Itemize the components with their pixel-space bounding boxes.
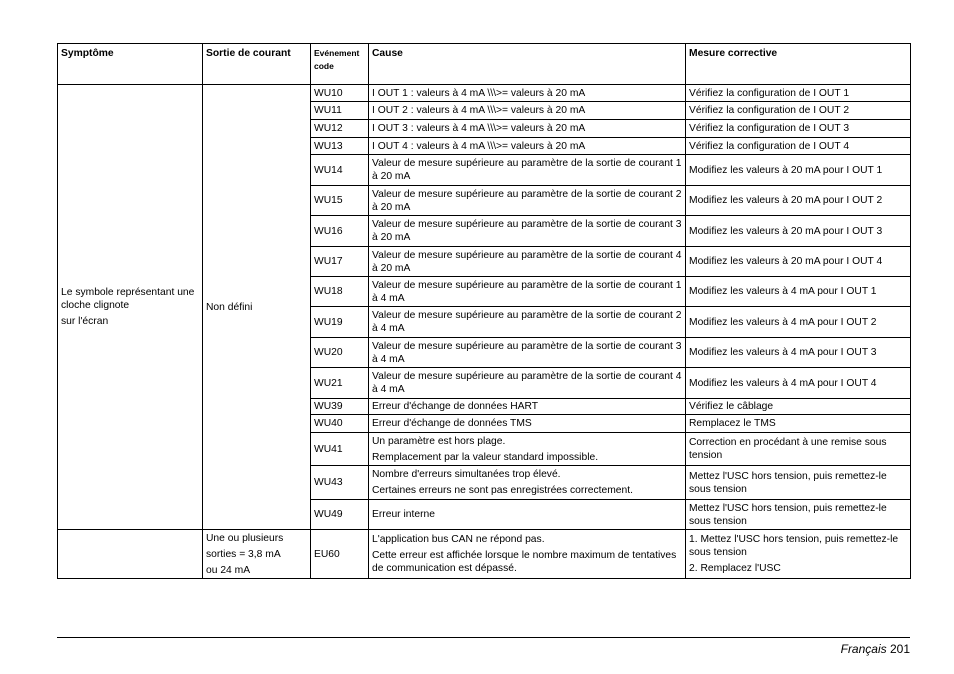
action-cell: Modifiez les valeurs à 20 mA pour I OUT 4 [686, 247, 911, 277]
symptom-cell [58, 85, 203, 530]
action-cell: Correction en procédant à une remise sous tension [686, 433, 911, 466]
action-cell: Vérifiez la configuration de I OUT 1 [686, 85, 911, 102]
code-cell: WU39 [311, 399, 369, 415]
cause-cell: Valeur de mesure supérieure au paramètre de la sortie de courant 1 à 4 mA [369, 277, 686, 307]
cause-line-1: Un paramètre est hors plage. [372, 435, 506, 447]
code-cell: EU60 [311, 530, 369, 579]
output-line-1: Une ou plusieurs [206, 532, 284, 544]
page-footer [841, 642, 910, 656]
cause-line-2: Certaines erreurs ne sont pas enregistrées correctement. [372, 485, 633, 496]
table-row [58, 530, 911, 579]
header-event-line1: Evénement [314, 48, 360, 58]
action-cell [686, 530, 911, 579]
action-cell: Modifiez les valeurs à 20 mA pour I OUT 2 [686, 186, 911, 216]
table-row [58, 85, 911, 102]
code-cell: WU16 [311, 216, 369, 247]
action-cell: Modifiez les valeurs à 4 mA pour I OUT 3 [686, 338, 911, 368]
cause-cell: Valeur de mesure supérieure au paramètre de la sortie de courant 2 à 20 mA [369, 186, 686, 216]
action-line-2: 2. Remplacez l'USC [689, 563, 781, 574]
code-cell: WU21 [311, 368, 369, 399]
cause-cell: I OUT 3 : valeurs à 4 mA \\\>= valeurs à 20 mA [369, 120, 686, 138]
output-line-3: ou 24 mA [206, 564, 251, 576]
code-cell: WU18 [311, 277, 369, 307]
code-cell: WU41 [311, 433, 369, 466]
cause-line-1: L'application bus CAN ne répond pas. [372, 534, 545, 545]
page-number: 201 [889, 642, 910, 656]
action-cell: Vérifiez la configuration de I OUT 4 [686, 138, 911, 155]
code-cell: WU17 [311, 247, 369, 277]
cause-cell [369, 433, 686, 466]
table-header-row [58, 44, 911, 85]
action-cell: Modifiez les valeurs à 20 mA pour I OUT 3 [686, 216, 911, 247]
header-symptom: Symptôme [58, 44, 203, 85]
cause-cell: Valeur de mesure supérieure au paramètre de la sortie de courant 3 à 4 mA [369, 338, 686, 368]
header-output: Sortie de courant [203, 44, 311, 85]
cause-cell: Erreur interne [369, 500, 686, 530]
code-cell: WU10 [311, 85, 369, 102]
action-cell: Mettez l'USC hors tension, puis remettez-le sous tension [686, 466, 911, 500]
cause-cell: Valeur de mesure supérieure au paramètre de la sortie de courant 2 à 4 mA [369, 307, 686, 338]
cause-line-2: Remplacement par la valeur standard impossible. [372, 451, 599, 463]
header-event-code [311, 44, 369, 85]
action-cell: Vérifiez le câblage [686, 399, 911, 415]
action-cell: Modifiez les valeurs à 4 mA pour I OUT 2 [686, 307, 911, 338]
action-cell: Modifiez les valeurs à 4 mA pour I OUT 4 [686, 368, 911, 399]
code-cell: WU19 [311, 307, 369, 338]
cause-line-1: Nombre d'erreurs simultanées trop élevé. [372, 469, 561, 480]
code-cell: WU11 [311, 102, 369, 120]
header-cause: Cause [369, 44, 686, 85]
output-cell: Non défini [203, 85, 311, 530]
action-cell: Modifiez les valeurs à 20 mA pour I OUT 1 [686, 155, 911, 186]
troubleshooting-table [57, 43, 911, 579]
action-cell: Vérifiez la configuration de I OUT 3 [686, 120, 911, 138]
output-cell [203, 530, 311, 579]
cause-cell: I OUT 4 : valeurs à 4 mA \\\>= valeurs à 20 mA [369, 138, 686, 155]
cause-cell [369, 530, 686, 579]
action-cell: Modifiez les valeurs à 4 mA pour I OUT 1 [686, 277, 911, 307]
cause-cell: Valeur de mesure supérieure au paramètre de la sortie de courant 4 à 20 mA [369, 247, 686, 277]
symptom-text-2: sur l'écran [61, 316, 109, 327]
header-event-line2: code [314, 61, 334, 71]
cause-cell: I OUT 2 : valeurs à 4 mA \\\>= valeurs à 20 mA [369, 102, 686, 120]
code-cell: WU13 [311, 138, 369, 155]
cause-cell [369, 466, 686, 500]
code-cell: WU14 [311, 155, 369, 186]
action-cell: Mettez l'USC hors tension, puis remettez-le sous tension [686, 500, 911, 530]
code-cell: WU15 [311, 186, 369, 216]
code-cell: WU49 [311, 500, 369, 530]
code-cell: WU20 [311, 338, 369, 368]
output-line-2: sorties = 3,8 mA [206, 548, 281, 560]
cause-cell: Erreur d'échange de données HART [369, 399, 686, 415]
footer-language: Français [840, 642, 887, 656]
symptom-text-1: Le symbole représentant une cloche clignote [61, 287, 195, 311]
code-cell: WU43 [311, 466, 369, 500]
cause-line-2: Cette erreur est affichée lorsque le nombre maximum de tentatives de communication est dépassé. [372, 550, 677, 574]
code-cell: WU12 [311, 120, 369, 138]
action-cell: Vérifiez la configuration de I OUT 2 [686, 102, 911, 120]
cause-cell: Valeur de mesure supérieure au paramètre de la sortie de courant 1 à 20 mA [369, 155, 686, 186]
cause-cell: Valeur de mesure supérieure au paramètre de la sortie de courant 4 à 4 mA [369, 368, 686, 399]
action-line-1: 1. Mettez l'USC hors tension, puis remettez-le sous tension [689, 534, 899, 558]
cause-cell: Valeur de mesure supérieure au paramètre de la sortie de courant 3 à 20 mA [369, 216, 686, 247]
header-action: Mesure corrective [686, 44, 911, 85]
footer-rule [57, 637, 910, 638]
cause-cell: Erreur d'échange de données TMS [369, 415, 686, 433]
action-cell: Remplacez le TMS [686, 415, 911, 433]
symptom-cell-empty [58, 530, 203, 579]
code-cell: WU40 [311, 415, 369, 433]
cause-cell: I OUT 1 : valeurs à 4 mA \\\>= valeurs à 20 mA [369, 85, 686, 102]
